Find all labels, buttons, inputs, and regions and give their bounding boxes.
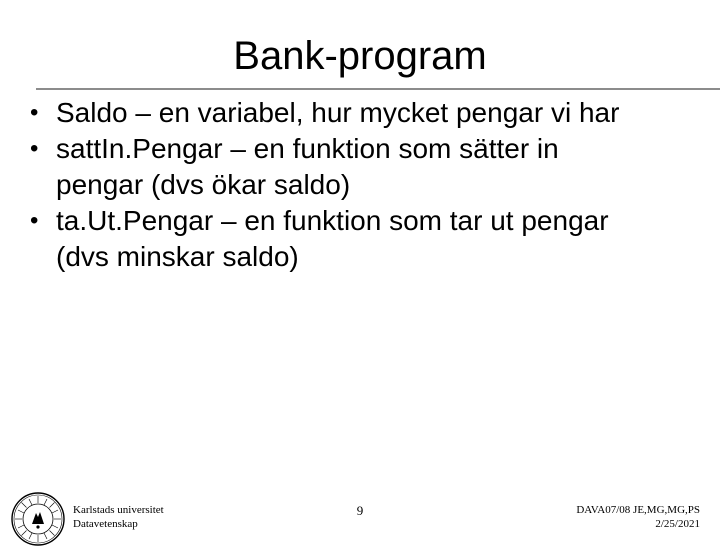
bullet-item [30,95,710,131]
slide-title: Bank-program [233,34,487,78]
bullet-item [30,131,710,203]
bullet-line: (dvs minskar saldo) [56,241,299,272]
bullet-line: sattIn.Pengar – en funktion som sätter in [56,133,559,164]
bullet-icon: • [30,99,39,126]
institution-name: Karlstads universitet [73,504,164,516]
page-number: 9 [356,503,364,518]
title-divider [36,88,720,90]
bullet-line: Saldo – en variabel, hur mycket pengar vi har [56,97,620,128]
bullet-item [30,203,710,275]
university-seal-icon [10,491,66,547]
department-name: Datavetenskap [73,518,138,530]
footer-institution [73,503,164,531]
course-code: DAVA07/08 JE,MG,MG,PS [576,504,700,516]
bullet-line: ta.Ut.Pengar – en funktion som tar ut pengar [56,205,609,236]
bullet-icon: • [30,135,39,162]
bullet-icon: • [30,207,39,234]
bullet-list [30,95,710,275]
footer-course-info [576,503,700,531]
date-label: 2/25/2021 [655,518,700,530]
bullet-line: pengar (dvs ökar saldo) [56,169,351,200]
